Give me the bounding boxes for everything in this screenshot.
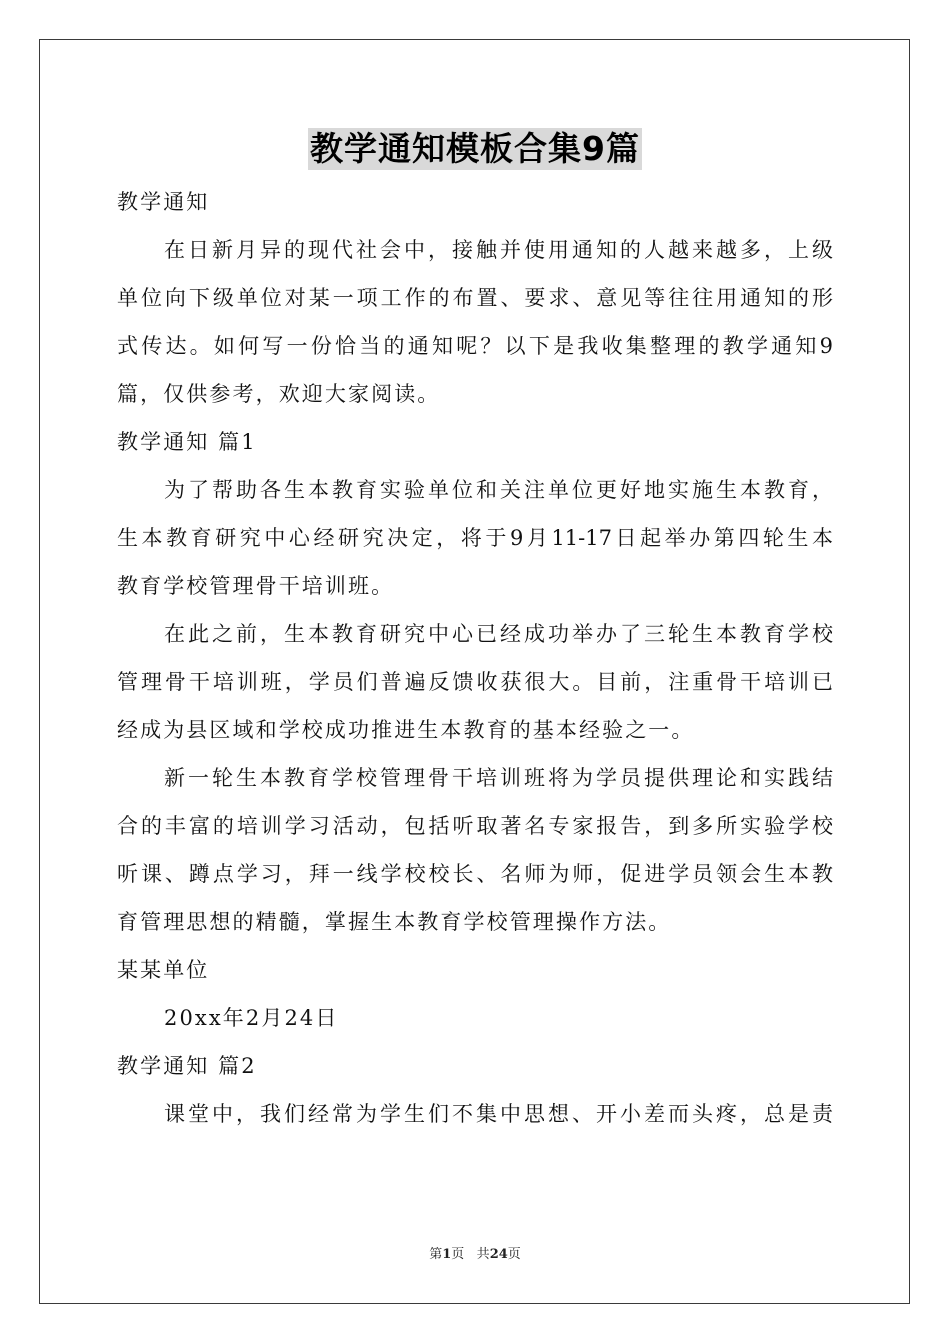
- footer-page-suffix: 页: [451, 1247, 465, 1262]
- text-line: 单位向下级单位对某一项工作的布置、要求、意见等往往用通知的形: [117, 286, 833, 310]
- text-line: 篇，仅供参考，欢迎大家阅读。: [117, 382, 441, 406]
- text-line: 经成为县区域和学校成功推进生本教育的基本经验之一。: [117, 718, 695, 742]
- text-line: 合的丰富的培训学习活动，包括听取著名专家报告，到多所实验学校: [117, 814, 833, 838]
- document-body: [117, 178, 833, 1138]
- text-line: 管理骨干培训班，学员们普遍反馈收获很大。目前，注重骨干培训已: [117, 670, 833, 694]
- text-line: 教育学校管理骨干培训班。: [117, 574, 395, 598]
- text-line: 教学通知 篇1: [117, 430, 257, 454]
- text-line: 新一轮生本教育学校管理骨干培训班将为学员提供理论和实践结: [164, 766, 833, 790]
- footer-prefix: 第: [429, 1247, 443, 1262]
- text-line: 听课、蹲点学习，拜一线学校校长、名师为师，促进学员领会生本教: [117, 862, 833, 886]
- document-title: 教学通知模板合集9篇: [310, 129, 640, 168]
- text-line: 教学通知 篇2: [117, 1054, 257, 1078]
- page-footer: [0, 1246, 950, 1264]
- text-line: 在日新月异的现代社会中，接触并使用通知的人越来越多，上级: [164, 238, 833, 262]
- text-line: 式传达。如何写一份恰当的通知呢？以下是我收集整理的教学通知9: [117, 334, 833, 358]
- text-line: 课堂中，我们经常为学生们不集中思想、开小差而头疼，总是责: [164, 1102, 833, 1126]
- text-line: 某某单位: [117, 958, 210, 982]
- footer-total-pages: 24: [489, 1247, 508, 1262]
- text-line: 教学通知: [117, 190, 210, 214]
- text-line: 生本教育研究中心经研究决定，将于9月11-17日起举办第四轮生本: [117, 526, 833, 550]
- title-container: [0, 128, 950, 170]
- text-line: 为了帮助各生本教育实验单位和关注单位更好地实施生本教育，: [164, 478, 833, 502]
- text-line: 20xx年2月24日: [164, 1006, 339, 1030]
- footer-total-prefix: 共: [476, 1247, 490, 1262]
- footer-total-suffix: 页: [507, 1247, 521, 1262]
- footer-page-number: 1: [442, 1247, 452, 1262]
- text-line: 在此之前，生本教育研究中心已经成功举办了三轮生本教育学校: [164, 622, 833, 646]
- text-line: 育管理思想的精髓，掌握生本教育学校管理操作方法。: [117, 910, 672, 934]
